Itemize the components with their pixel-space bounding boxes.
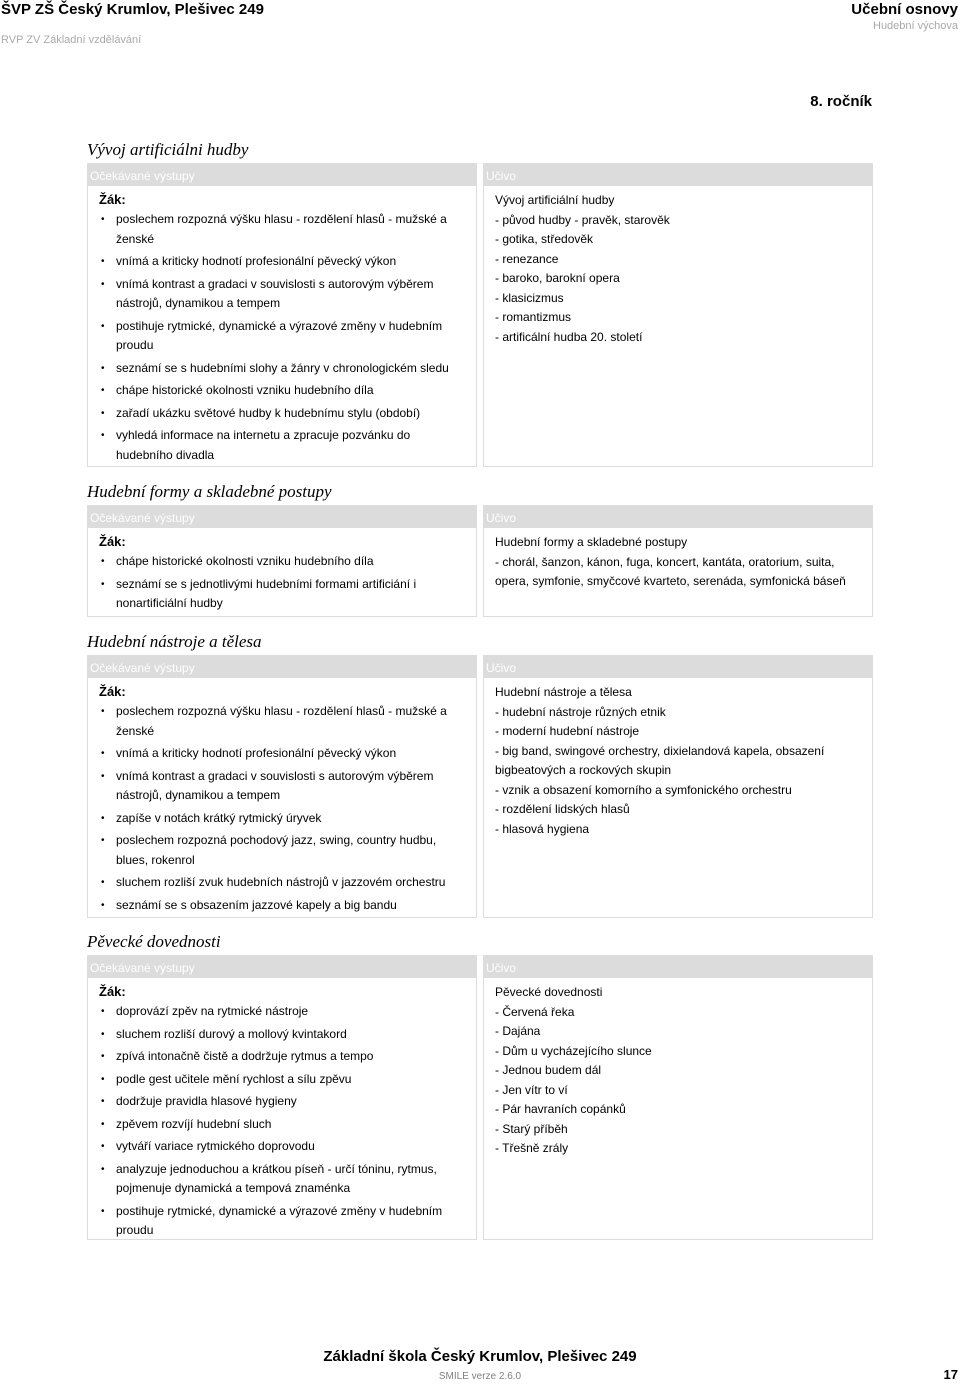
bullet-icon: •	[101, 556, 105, 567]
bullet-icon: •	[101, 748, 105, 759]
student-label: Žák:	[99, 192, 126, 207]
content-header: Učivo	[484, 656, 872, 678]
outcome-item	[99, 873, 470, 893]
outcomes-column	[87, 955, 477, 1240]
outcome-item	[99, 552, 470, 572]
outcome-text: chápe historické okolnosti vzniku hudebního díla	[116, 383, 374, 397]
bullet-icon: •	[101, 278, 105, 290]
grade-label: 8. ročník	[810, 93, 872, 110]
content-line: - Starý příběh	[495, 1121, 568, 1136]
section-title: Hudební nástroje a tělesa	[87, 632, 262, 651]
outcomes-column	[87, 655, 477, 918]
outcome-text: doprovází zpěv na rytmické nástroje	[116, 1004, 309, 1018]
outcome-text: dodržuje pravidla hlasové hygieny	[116, 1094, 297, 1108]
outcome-item	[99, 359, 470, 379]
outcomes-header: Očekávané výstupy	[88, 164, 476, 186]
outcome-text: sluchem rozliší durový a mollový kvintakord	[116, 1026, 347, 1041]
bullet-icon: •	[101, 770, 105, 782]
content-column	[483, 163, 873, 467]
outcome-text: sluchem rozliší zvuk hudebních nástrojů v jazzovém orchestru	[116, 875, 446, 889]
footer-version: SMILE verze 2.6.0	[438, 1371, 522, 1382]
content-line: - Jen vítr to ví	[495, 1082, 568, 1097]
section-title: Pěvecké dovednosti	[87, 932, 221, 951]
header-subject: Hudební výchova	[873, 20, 958, 32]
outcomes-header: Očekávané výstupy	[88, 506, 476, 528]
bullet-icon: •	[101, 256, 105, 267]
section-hudebni-formy	[87, 481, 873, 617]
outcome-text: poslechem rozpozná výšku hlasu - rozdělení hlasů - mužské a ženské	[116, 212, 447, 246]
outcome-item	[99, 1047, 470, 1067]
outcome-text: seznámí se s obsazením jazzové kapely a big bandu	[116, 897, 397, 912]
outcome-text: zpívá intonačně čistě a dodržuje rytmus a tempo	[116, 1049, 374, 1063]
bullet-icon: •	[101, 1118, 105, 1130]
bullet-icon: •	[101, 578, 105, 590]
bullet-icon: •	[101, 1006, 105, 1017]
outcome-item	[99, 744, 470, 764]
outcome-text: chápe historické okolnosti vzniku hudebního díla	[116, 554, 374, 568]
bullet-icon: •	[101, 430, 105, 441]
content-line: - baroko, barokní opera	[495, 271, 620, 285]
section-title: Hudební formy a skladebné postupy	[87, 482, 332, 501]
content-column	[483, 955, 873, 1240]
outcome-text: vnímá kontrast a gradaci v souvislosti s autorovým výběrem nástrojů, dynamikou a tempem	[116, 768, 434, 802]
content-column	[483, 655, 873, 918]
bullet-icon: •	[101, 1141, 105, 1152]
outcomes-column	[87, 505, 477, 617]
bullet-icon: •	[101, 362, 105, 374]
content-line: - moderní hudební nástroje	[495, 724, 640, 738]
header-school-title: ŠVP ZŠ Český Krumlov, Plešivec 249	[1, 1, 264, 18]
outcome-item	[99, 831, 470, 870]
outcome-item	[99, 404, 470, 424]
outcome-text: seznámí se s jednotlivými hudebními formami artificiání i nonartificiální hudby	[116, 576, 417, 610]
outcome-item	[99, 767, 470, 806]
footer-school-name: Základní škola Český Krumlov, Plešivec 249	[323, 1348, 637, 1365]
content-header: Učivo	[484, 164, 872, 186]
outcome-text: zpěvem rozvíjí hudební sluch	[116, 1116, 272, 1131]
outcome-text: postihuje rytmické, dynamické a výrazové změny v hudebním proudu	[116, 1203, 443, 1237]
content-line: - klasicizmus	[495, 290, 564, 305]
content-line: - big band, swingové orchestry, dixielandová kapela, obsazení bigbeatových a rockových skupin	[495, 743, 825, 777]
outcome-text: zařadí ukázku světové hudby k hudebnímu stylu (období)	[116, 405, 421, 420]
outcome-item	[99, 702, 470, 741]
content-line: Hudební nástroje a tělesa	[495, 685, 632, 699]
outcome-text: zapíše v notách krátký rytmický úryvek	[116, 810, 322, 825]
content-line: - původ hudby - pravěk, starověk	[495, 212, 670, 227]
outcome-text: vnímá a kriticky hodnotí profesionální pěvecký výkon	[116, 254, 397, 268]
outcome-item	[99, 381, 470, 401]
bullet-icon: •	[101, 877, 105, 888]
bullet-icon: •	[101, 1028, 105, 1040]
content-line: - Třešně zrály	[495, 1141, 569, 1155]
outcome-text: vnímá kontrast a gradaci v souvislosti s autorovým výběrem nástrojů, dynamikou a tempem	[116, 276, 434, 310]
header-doc-title: Učební osnovy	[851, 1, 958, 18]
outcome-item	[99, 809, 470, 829]
outcome-item	[99, 317, 470, 356]
bullet-icon: •	[101, 385, 105, 396]
outcome-text: analyzuje jednoduchou a krátkou píseň - určí tóninu, rytmus, pojmenuje dynamická a tempová znaménka	[116, 1161, 437, 1195]
outcome-item	[99, 1025, 470, 1045]
outcome-item	[99, 275, 470, 314]
outcomes-header: Očekávané výstupy	[88, 956, 476, 978]
content-column	[483, 505, 873, 617]
section-title: Vývoj artificiálni hudby	[87, 140, 249, 159]
student-label: Žák:	[99, 684, 126, 699]
bullet-icon: •	[101, 835, 105, 846]
content-line: - hudební nástroje různých etnik	[495, 704, 666, 719]
outcome-text: seznámí se s hudebními slohy a žánry v chronologickém sledu	[116, 360, 449, 375]
outcome-item	[99, 1070, 470, 1090]
content-line: - Pár havraních copánků	[495, 1102, 626, 1116]
content-line: - Jednou budem dál	[495, 1063, 602, 1077]
section-hudebni-nastroje	[87, 631, 873, 918]
student-label: Žák:	[99, 534, 126, 549]
bullet-icon: •	[101, 1163, 105, 1175]
outcome-item	[99, 252, 470, 272]
outcomes-header: Očekávané výstupy	[88, 656, 476, 678]
outcome-text: vnímá a kriticky hodnotí profesionální pěvecký výkon	[116, 746, 397, 760]
outcomes-column	[87, 163, 477, 467]
content-line: - Dům u vycházejícího slunce	[495, 1043, 652, 1058]
bullet-icon: •	[101, 1051, 105, 1062]
outcome-item	[99, 1115, 470, 1135]
outcome-item	[99, 1160, 470, 1199]
student-label: Žák:	[99, 984, 126, 999]
content-line: - hlasová hygiena	[495, 821, 590, 836]
content-line: - renezance	[495, 251, 559, 266]
outcome-item	[99, 210, 470, 249]
content-line: Hudební formy a skladebné postupy	[495, 535, 688, 549]
content-line: - gotika, středověk	[495, 232, 594, 246]
outcome-item	[99, 1002, 470, 1022]
section-pevecke-dovednosti	[87, 931, 873, 1240]
content-header: Učivo	[484, 506, 872, 528]
content-line: - romantizmus	[495, 310, 572, 324]
outcome-item	[99, 1092, 470, 1112]
bullet-icon: •	[101, 320, 105, 332]
content-header: Učivo	[484, 956, 872, 978]
outcome-item	[99, 426, 470, 465]
outcome-item	[99, 1137, 470, 1157]
outcome-text: postihuje rytmické, dynamické a výrazové změny v hudebním proudu	[116, 318, 443, 352]
outcome-text: podle gest učitele mění rychlost a sílu zpěvu	[116, 1071, 352, 1086]
bullet-icon: •	[101, 812, 105, 824]
content-line: - rozdělení lidských hlasů	[495, 802, 630, 816]
content-line: Vývoj artificiální hudby	[495, 193, 615, 207]
outcome-text: vyhledá informace na internetu a zpracuje pozvánku do hudebního divadla	[116, 428, 411, 462]
bullet-icon: •	[101, 407, 105, 419]
content-line: - vznik a obsazení komorního a symfonického orchestru	[495, 782, 792, 797]
bullet-icon: •	[101, 899, 105, 911]
bullet-icon: •	[101, 1073, 105, 1085]
outcome-item	[99, 1202, 470, 1241]
outcome-text: poslechem rozpozná výšku hlasu - rozdělení hlasů - mužské a ženské	[116, 704, 447, 738]
content-line: - chorál, šanzon, kánon, fuga, koncert, kantáta, oratorium, suita, opera, symfonie, smyčcové kvarteto, serenáda, symfonická báseň	[495, 554, 846, 588]
outcome-item	[99, 575, 470, 614]
content-line: Pěvecké dovednosti	[495, 985, 603, 999]
section-vyvoj-artificialni-hudby	[87, 139, 873, 467]
outcome-text: poslechem rozpozná pochodový jazz, swing, country hudbu, blues, rokenrol	[116, 833, 437, 867]
content-line: - Červená řeka	[495, 1004, 575, 1019]
bullet-icon: •	[101, 1205, 105, 1217]
content-line: - artificální hudba 20. století	[495, 329, 643, 344]
bullet-icon: •	[101, 214, 105, 225]
outcome-text: vytváří variace rytmického doprovodu	[116, 1139, 315, 1153]
page-number: 17	[943, 1367, 958, 1382]
bullet-icon: •	[101, 1096, 105, 1107]
bullet-icon: •	[101, 706, 105, 717]
content-line: - Dajána	[495, 1024, 541, 1038]
header-program: RVP ZV Základní vzdělávání	[1, 34, 142, 46]
outcome-item	[99, 896, 470, 916]
